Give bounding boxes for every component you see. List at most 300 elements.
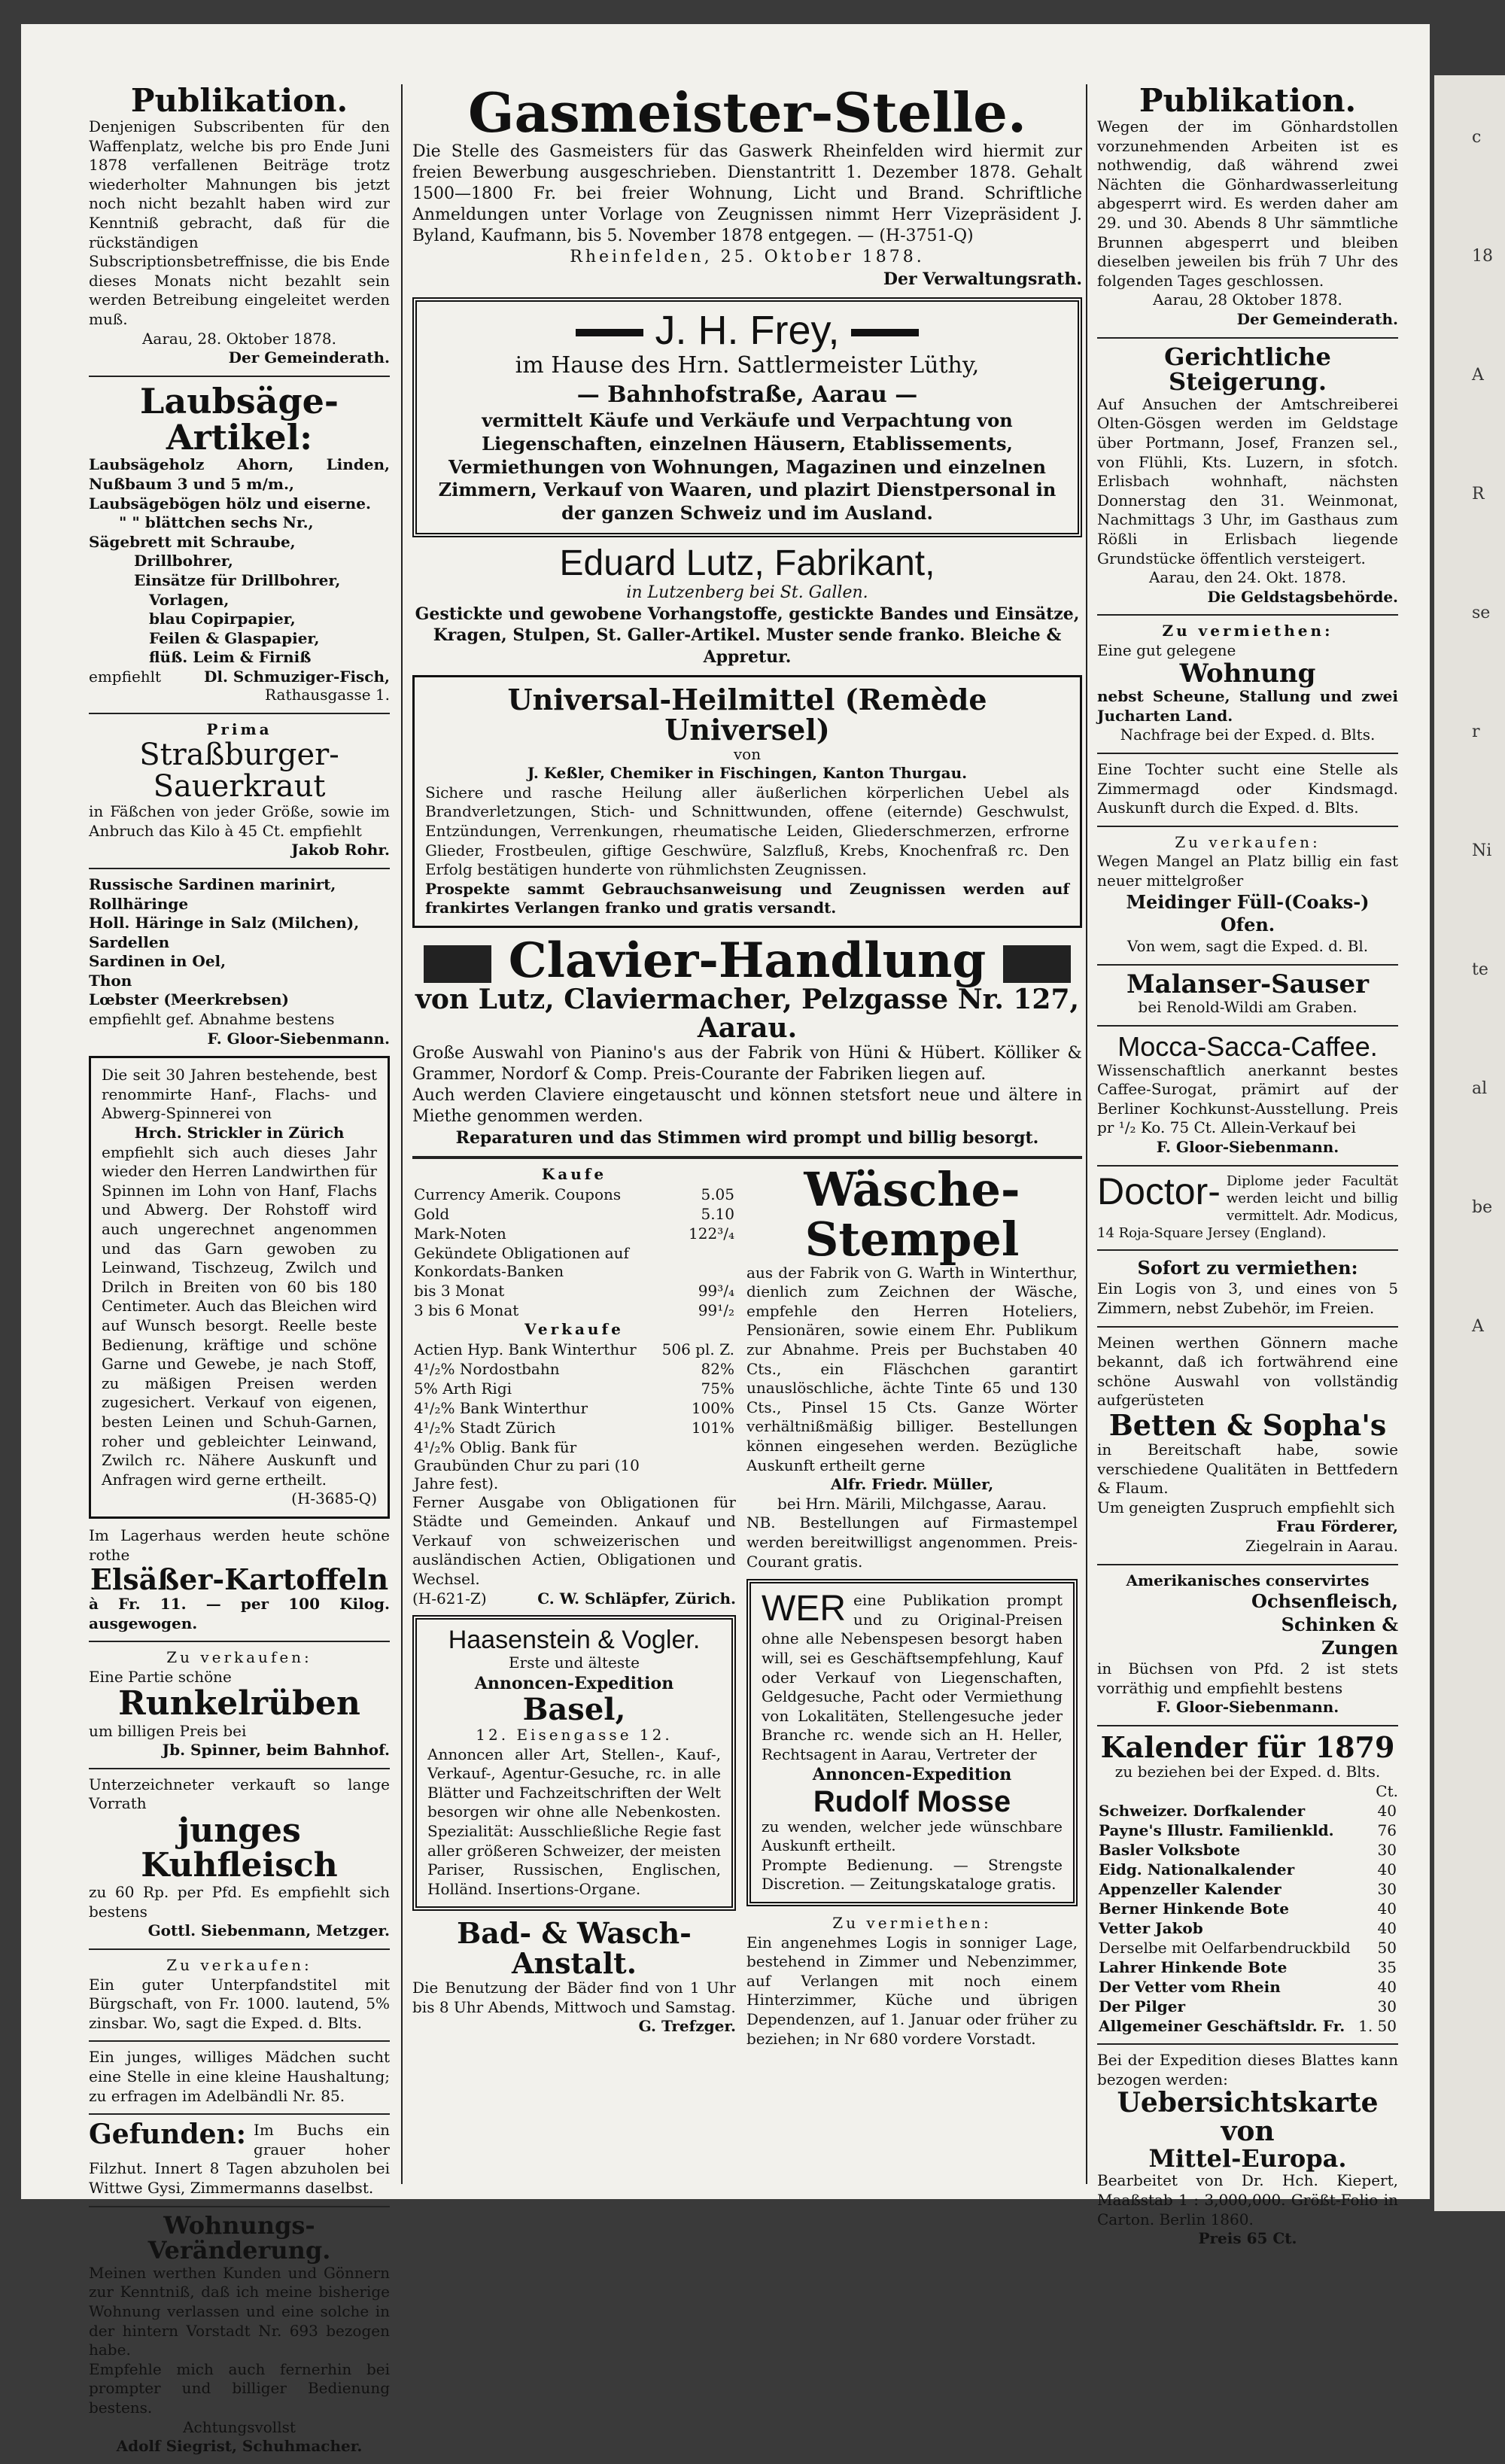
divider [1097,337,1398,339]
ad-text: Bearbeitet von Dr. Hch. Kiepert, Maaßstab 1 : 3,000,000. Größt-Folio in Carton. Berlin 1860. [1097,2171,1398,2228]
ad-text: Ein junges, williges Mädchen sucht eine Stelle in eine kleine Haushaltung; zu erfragen im Adelbändli Nr. 85. [89,2048,390,2105]
ad-note: Von wem, sagt die Exped. d. Bl. [1126,937,1369,955]
row-label: Mark-Noten [414,1224,506,1243]
ad-title: WER [762,1589,846,1629]
buy-table [412,1185,736,1320]
adjacent-page-strip [1434,75,1505,2211]
amerik-ad [1097,1571,1398,1718]
ad-text: Auf Ansuchen der Amtschreiberei Olten-Gösgen werden im Geldstage über Portmann, Josef, Franzen sel., von Flühli, Kts. Luzern, in sfotch. Erlisbach wohnhaft, nächsten Donnerstag den 31. Weinmonat, Nachmittags 3 Uhr, im Gasthaus zum Rößli in Erlisbach liegende Grundstücke öffentlich versteigert. [1097,394,1398,567]
table-row [1097,1899,1398,1918]
tochter-ad [1097,760,1398,818]
ad-text: Ferner Ausgabe von Obligationen für Städte und Gemeinden. Ankauf und Verkauf von schweizerischen und ausländischen Actien, Obligationen und Wechsel. [412,1492,736,1589]
divider [412,1156,1082,1159]
table-row [412,1398,736,1418]
ad-intro: Unterzeichneter verkauft so lange Vorrath [89,1775,390,1813]
row-value: 122³/₄ [689,1224,734,1243]
ad-signature: Die Geldstagsbehörde. [1207,587,1398,606]
ad-text: Die Stelle des Gasmeisters für das Gaswerk Rheinfelden wird hiermit zur freien Bewerbung ausgeschrieben. Dienstantritt 1. Dezember 1878. Gehalt 1500—1800 Fr. bei freier Wohnung, Licht und Brand. Schriftliche Anmeldungen unter Vorlage von Zeugnissen nimmt Herr Vizepräsident J. Byland, Kaufmann, bis 5. November 1878 entgegen. — (H-3751-Q) [412,141,1082,246]
ad-head: Zu verkaufen: [1175,832,1321,851]
ad-text: Sichere und rasche Heilung aller äußerlichen körperlichen Uebel als Brandverletzungen, Stich- und Schnittwunden, offene (eiternde) Geschwulst, Entzündungen, Verrenkungen, rheumatische Leiden, Gliederschmerzen, erfrorne Glieder, Frostbeulen, giftige Geschwüre, Salzfluß, Krebs, Knochenfraß rc. Den Erfolg bestätigen hunderte von rühmlichsten Zeugnissen. [425,783,1069,879]
divider [89,1948,390,1950]
ad-head: Zu verkaufen: [166,1956,312,1975]
ad-title: Wohnung [1179,658,1316,689]
ad-signature: F. Gloor-Siebenmann. [1156,1138,1339,1157]
ad-text: empfiehlt sich auch dieses Jahr wieder den Herren Landwirthen für Spinnen im Lohn von Hanf, Flachs und Abwerg. Der Rohstoff wird auch ungerechnet angenommen und das Garn gewoben zu Leinwand, Tischzeug, Zwilch und Drilch in Breiten von 60 bis 180 Centimeter. Auch das Bleichen wird auf Wunsch besorgt. Reelle beste Bedienung, kräftige und schöne Garne und Gewebe, je nach Stoff, zu mäßigen Preisen werden zugesichert. Verkauf von eigenen, besten Leinen und Schuh-Garnen, roher und gebleichter Leinwand, Zwilch rc. Nähere Auskunft und Anfragen wird gerne ertheilt. [102,1142,377,1489]
ad-signature: C. W. Schläpfer, Zürich. [537,1589,736,1608]
ad-title: Elsäßer-Kartoffeln [90,1562,389,1597]
ad-regards: Achtungsvollst [183,2417,296,2436]
divider [89,2113,390,2115]
ad-text: um billigen Preis bei [89,1721,247,1740]
row-value [687,1243,736,1281]
divider [1097,614,1398,616]
right-column [1097,84,1398,2256]
ad-title [427,309,1067,352]
divider [89,376,390,377]
ad-code: (H-621-Z) [412,1589,487,1608]
item-line: Russische Sardinen marinirt, [89,875,336,893]
left-column [89,84,390,2464]
row-label: Gold [414,1205,450,1224]
runkelrueben-ad [89,1648,390,1760]
row-value: 5.10 [701,1205,734,1224]
gasmeister-ad [412,81,1082,290]
ad-signature: Der Verwaltungsrath. [883,269,1082,289]
ad-title-text: Clavier-Handlung [508,932,987,989]
ad-title: Betten & Sopha's [1108,1408,1387,1443]
ad-signature: Gottl. Siebenmann, Metzger. [147,1921,390,1940]
unterpfand-ad [89,1956,390,2033]
divider [1097,1165,1398,1167]
row-value: 99³/₄ [698,1282,734,1300]
divider [1097,964,1398,966]
ad-text: Ein guter Unterpfandstitel mit Bürgschaft, von Fr. 1000. lautend, 5% zinsbar. Wo, sagt die Exped. d. Blts. [89,1975,390,2032]
row-value: 100% [691,1398,734,1417]
ad-title: Gerichtliche Steigerung. [1164,342,1331,397]
row-value [661,1437,736,1493]
divider [1097,1326,1398,1328]
ad-text: Prospekte sammt Gebrauchsanweisung und Zeugnissen werden auf frankirtes Verlangen franko und gratis versandt. [425,879,1069,917]
middle-lower-left [412,1165,736,2056]
ad-address: bei Hrn. Märili, Milchgasse, Aarau. [777,1494,1047,1513]
laubsaege-ad [89,380,390,705]
table-row [1097,1879,1398,1899]
table-row [1097,1801,1398,1821]
table-row [412,1204,736,1224]
wohnung-vermieth-ad [1097,622,1398,745]
ad-date: Aarau, 28 Oktober 1878. [1153,291,1342,309]
item-line: Sardinen in Oel, [89,952,227,971]
recommend-label: empfiehlt [89,667,162,686]
ad-signature: F. Gloor-Siebenmann. [1156,1698,1339,1717]
maedchen-ad [89,2048,390,2106]
table-row [1097,1958,1398,1977]
item-line: Schinken & [1281,1613,1398,1635]
waesche-stempel-ad [746,1162,1078,1571]
ad-price: à Fr. 11. — per 100 Kilog. ausgewogen. [89,1594,390,1632]
column-rule-right [1086,84,1087,2184]
ad-text: Gestickte und gewobene Vorhangstoffe, gestickte Bandes und Einsätze, Kragen, Stulpen, St. Galler-Artikel. Muster sende franko. Bleiche & Appretur. [415,604,1080,667]
row-label: Basler Volksbote [1099,1841,1240,1860]
ad-text: Die seit 30 Jahren bestehende, best renommirte Hanf-, Flachs- und Abwerg-Spinnerei von [102,1066,377,1123]
ad-text: Wegen der im Gönhardstollen vorzunehmenden Arbeiten ist es nothwendig, daß während zwei Nächten die Gönhardwasserleitung abgesperrt wird. Es werden daher am 29. und 30. Abends 8 Uhr sämmtliche Brunnen abgesperrt und bleiben dieselben jeweilen bis früh 7 Uhr des folgenden Tages geschlossen. [1097,117,1398,290]
ad-title-text: J. H. Frey, [655,307,840,353]
ad-text: zu wenden, welcher jede wünschbare Auskunft ertheilt. [762,1817,1063,1855]
ad-address: Rathausgasse 1. [265,685,390,704]
divider [1097,753,1398,754]
fish-ad [89,875,390,1048]
divider [89,1768,390,1769]
ad-name: Hrch. Strickler in Zürich [134,1124,345,1142]
ad-head: Zu vermiethen: [832,1914,992,1933]
ad-text: Wissenschaftlich anerkannt bestes Caffee-Surogat, prämirt auf der Berliner Kochkunst-Ausstellung. Preis pr ¹/₂ Ko. 75 Ct. Allein-Verkauf bei [1097,1060,1398,1137]
table-row [1097,1918,1398,1938]
row-label: Allgemeiner Geschäftsldr. Fr. [1099,2017,1345,2036]
ad-title: Straßburger-Sauerkraut [139,738,339,805]
ad-text: vermittelt Käufe und Verkäufe und Verpachtung von Liegenschaften, einzelnen Häusern, Etablissements, Vermiethungen von Wohnungen, Magazinen und einzelnen Zimmern, Verkauf von Waaren, und plazirt Dienstpersonal in der ganzen Schweiz und im Ausland. [438,409,1057,525]
edge-fragment: te [1472,960,1488,979]
row-label: Der Pilger [1099,1997,1186,2016]
item-line: blau Copirpapier, [149,610,296,628]
table-row [412,1185,736,1204]
row-label: Schweizer. Dorfkalender [1099,1802,1306,1821]
mocca-ad [1097,1030,1398,1157]
sell-table [412,1340,736,1493]
row-value: 40 [1377,1900,1397,1918]
ad-signature: Alfr. Friedr. Müller, [830,1475,994,1494]
kurs-ad [412,1165,736,1607]
item-line: Sägebrett mit Schraube, [89,532,296,551]
row-label: Actien Hyp. Bank Winterthur [414,1340,637,1358]
heilmittel-ad [412,675,1082,928]
ad-title: Doctor- [1097,1170,1221,1212]
ad-signature: G. Trefzger. [638,2017,736,2036]
bad-anstalt-ad [412,1918,736,2037]
ad-date: Rheinfelden, 25. Oktober 1878. [570,248,925,267]
ad-title: Laubsäge-Artikel: [140,380,339,458]
ad-title: Wäsche-Stempel [804,1162,1020,1267]
ad-intro: Bei der Expedition dieses Blattes kann bezogen werden: [1097,2051,1398,2088]
ad-address: Ziegelrain in Aarau. [1245,1536,1398,1555]
ad-text: in Fäßchen von jeder Größe, sowie im Anbruch das Kilo à 45 Ct. empfiehlt [89,802,390,840]
edge-fragment: c [1472,128,1482,147]
ad-text: Annoncen aller Art, Stellen-, Kauf-, Verkauf-, Agentur-Gesuche, rc. in alle Blätter und Fachzeitschriften der Welt besorgen wir ohne alle Nebenkosten. Spezialität: Ausschließliche Regie fast aller größeren Schweizer, der meisten Pariser, Russischen, Englischen, Holländ. Insertions-Organe. [427,1745,721,1898]
row-value: 82% [701,1359,734,1378]
row-label: Vetter Jakob [1099,1919,1203,1938]
spinnerei-ad [89,1056,390,1519]
divider [89,2040,390,2042]
row-value: 5.05 [701,1185,734,1204]
ad-title: junges Kuhfleisch [141,1811,338,1885]
ad-text: Meinen werthen Gönnern mache bekannt, daß ich fortwährend eine schöne Auswahl von vollständig aufgerüsteten [1097,1333,1398,1410]
item-line: Holl. Häringe in Salz (Milchen), [89,914,360,932]
ad-title: Wohnungs-Veränderung. [147,2210,331,2265]
table-row [412,1437,736,1493]
ad-title: Gasmeister-Stelle. [467,81,1027,144]
row-value: 40 [1377,1919,1397,1938]
ad-title: Universal-Heilmittel (Remède Universel) [507,682,987,747]
row-value: 75% [701,1379,734,1398]
table-row [1097,2016,1398,2036]
divider [89,713,390,714]
ad-text: Im Buchs ein grauer hoher Filzhut. Innert 8 Tagen abzuholen bei Wittwe Gysi, Zimmermanns daselbst. [89,2121,390,2198]
row-label: Lahrer Hinkende Bote [1099,1958,1288,1977]
ad-text: Die Benutzung der Bäder find von 1 Uhr bis 8 Uhr Abends, Mittwoch und Samstag. [412,1979,736,2016]
divider [89,868,390,869]
rule-mark [576,329,643,336]
item-line: Einsätze für Drillbohrer, [134,570,341,589]
ad-name: J. Keßler, Chemiker in Fischingen, Kanton Thurgau. [527,764,968,783]
kartoffeln-ad [89,1526,390,1633]
row-label: 4¹/₂% Nordostbahn [414,1359,560,1378]
divider [1097,1725,1398,1726]
ad-city: Basel, [522,1692,626,1728]
calendar-table [1097,1801,1398,2036]
ad-expedition: Annoncen-Expedition [812,1765,1012,1785]
ad-line: — Bahnhofstraße, Aarau — [576,381,918,408]
ad-intro: Eine Partie schöne [89,1667,232,1686]
ad-text: Denjenigen Subscribenten für den Waffenplatz, welche bis pro Ende Juni 1878 verfallenen Beiträge trotz wiederholter Mahnungen bis jetzt noch nicht bezahlt haben wird zur Kenntniß gebracht, daß für die rückständigen Subscriptionsbetreffnisse, die bis Ende dieses Monats nicht bezahlt sein werden Betreibung eingeleitet werden muß. [89,117,390,329]
lutz-fabrikant-ad [412,545,1082,668]
divider [1097,826,1398,827]
ad-text: empfiehlt gef. Abnahme bestens [89,1010,335,1029]
table-row [412,1418,736,1437]
divider [1097,1249,1398,1251]
mosse-ad [746,1579,1078,1906]
ad-place: in Lutzenberg bei St. Gallen. [626,583,868,603]
row-value: 101% [691,1418,734,1437]
ad-signature: Frau Förderer, [1276,1517,1398,1536]
ad-head: Verkaufe [524,1320,624,1339]
haasenstein-vogler-ad [412,1615,736,1912]
divider [1097,1564,1398,1565]
row-label: Gekündete Obligationen auf Konkordats-Banken [414,1244,629,1281]
ad-title-2: Mittel-Europa. [1148,2143,1347,2173]
ad-head: Zu verkaufen: [166,1648,312,1667]
ad-title: Meidinger Füll-(Coaks-) Ofen. [1126,890,1370,936]
row-label: 5% Arth Rigi [414,1379,512,1398]
ad-text: nebst Scheune, Stallung und zwei Jucharten Land. [1097,687,1398,725]
row-value: 30 [1377,1997,1397,2016]
ad-title: Bad- & Wasch-Anstalt. [457,1916,692,1981]
ad-name: Rudolf Mosse [813,1784,1011,1818]
ad-title: Kalender für 1879 [1100,1730,1395,1765]
wohnungsveraenderung-ad [89,2210,390,2456]
ad-text: Meinen werthen Kunden und Gönnern zur Kenntniß, daß ich meine bisherige Wohnung verlassen und eine solche in der hintern Vorstadt Nr. 693 bezogen habe. [89,2263,390,2359]
row-label: Derselbe mit Oelfarbendruckbild [1099,1939,1351,1958]
table-row [1097,1938,1398,1958]
doctor-ad [1097,1170,1398,1242]
ad-head: Zu vermiethen: [1162,622,1333,640]
ad-title: Mocca-Sacca-Caffee. [1117,1030,1378,1062]
ad-title: Malanser-Sauser [1126,969,1370,999]
row-value: 40 [1377,1978,1397,1997]
ad-note: Nachfrage bei der Exped. d. Blts. [1120,726,1376,744]
item-line: Feilen & Glaspapier, [149,628,320,647]
ad-subtitle: von Lutz, Claviermacher, Pelzgasse Nr. 127, Aarau. [415,984,1080,1044]
logis-vermieth-ad [1097,1257,1398,1319]
table-row [412,1300,736,1320]
sauerkraut-ad [89,720,390,860]
ad-date: Aarau, 28. Oktober 1878. [141,329,337,348]
row-label: Berner Hinkende Bote [1099,1900,1289,1918]
ad-intro: Im Lagerhaus werden heute schöne rothe [89,1526,390,1564]
table-row [412,1379,736,1398]
logis-ad [746,1914,1078,2049]
piano-icon [1003,945,1071,983]
table-row [412,1281,736,1300]
ad-signature: F. Gloor-Siebenmann. [207,1029,390,1048]
item-line: Ochsenfleisch, [1251,1590,1398,1613]
ad-text: Eine Tochter sucht eine Stelle als Zimmermagd oder Kindsmagd. Auskunft durch die Exped. d. Blts. [1097,760,1398,817]
kalender-ad [1097,1732,1398,2036]
table-row [412,1340,736,1359]
ad-signature: Jakob Rohr. [291,841,390,859]
frey-ad [412,297,1082,537]
table-row [1097,1997,1398,2016]
row-value: 50 [1377,1939,1397,1958]
ad-expedition: Annoncen-Expedition [474,1673,674,1693]
row-label: 3 bis 6 Monat [414,1301,519,1320]
row-value: 1. 50 [1358,2017,1397,2036]
row-value: 35 [1377,1958,1397,1977]
karte-ad [1097,2051,1398,2249]
ad-price: Preis 65 Ct. [1198,2229,1297,2248]
ad-text: eine Publikation prompt und zu Original-Preisen ohne alle Nebenspesen besorgt haben will, sei es Geschäftsempfehlung, Kauf oder Verkauf von Liegenschaften, Geldgesuche, Pacht oder Vermiethung von Lokalitäten, Stellengesuche jeder Branche rc. wende sich an H. Heller, Rechtsagent in Aarau, Vertreter der [762,1591,1063,1763]
edge-fragment: r [1472,722,1480,741]
divider [1097,1025,1398,1027]
clavier-ad [412,932,1082,1149]
edge-fragment: Ni [1472,841,1492,860]
middle-lower-right [746,1162,1078,2056]
row-value: 506 pl. Z. [661,1340,734,1358]
row-label: bis 3 Monat [414,1282,505,1300]
rule-mark [851,329,919,336]
divider [89,2206,390,2207]
row-label: Eidg. Nationalkalender [1099,1860,1295,1879]
ad-text: Auch werden Claviere eingetauscht und können stetsfort neue und ältere in Miethe genommen werden. [412,1085,1082,1127]
ad-title: Eduard Lutz, Fabrikant, [559,543,935,583]
item-line: Sardellen [89,932,170,951]
row-value: 76 [1377,1821,1397,1840]
ad-title: Gefunden: [89,2119,247,2151]
row-label: Payne's Illustr. Familienkld. [1099,1821,1334,1840]
ad-signature: Jb. Spinner, beim Bahnhof. [162,1741,390,1760]
ad-by: von [733,744,762,763]
publication-ad-right [1097,84,1398,330]
ad-code: (H-3685-Q) [291,1489,377,1508]
row-label: Appenzeller Kalender [1099,1880,1282,1899]
item-line: Lœbster (Meerkrebsen) [89,990,290,1009]
ad-text: zu 60 Rp. per Pfd. Es empfiehlt sich bestens [89,1883,390,1921]
publication-ad-left [89,84,390,368]
table-row [412,1224,736,1243]
item-line: Zungen [1321,1636,1398,1659]
row-value: 99¹/₂ [698,1301,734,1320]
table-row [412,1359,736,1379]
gefunden-ad [89,2121,390,2198]
edge-fragment: 18 [1472,247,1493,266]
item-line: Drillbohrer, [134,552,233,570]
divider [1097,2043,1398,2045]
ad-text: Um geneigten Zuspruch empfiehlt sich [1097,1498,1395,1516]
ad-date: Aarau, den 24. Okt. 1878. [1148,568,1346,587]
item-line: Thon [89,971,132,990]
ad-signature: Adolf Siegrist, Schuhmacher. [116,2437,363,2456]
price-unit: Ct. [1376,1781,1398,1800]
ad-street: 12. Eisengasse 12. [476,1726,673,1745]
ad-title: Runkelrüben [118,1684,360,1723]
ad-text: in Büchsen von Pfd. 2 ist stets vorräthig und empfiehlt bestens [1097,1659,1398,1697]
ofen-ad [1097,833,1398,957]
ad-title: Sofort zu vermiethen: [1137,1256,1358,1279]
item-line: Laubsägebögen hölz und eiserne. [89,494,371,513]
ad-note: NB. Bestellungen auf Firmastempel werden bereitwilligst angenommen. Preis-Courant gratis. [746,1513,1078,1571]
ad-text: Empfehle mich auch fernerhin bei prompter und billiger Bedienung bestens. [89,2359,390,2417]
item-line: " " blättchen sechs Nr., [119,513,314,532]
ad-title: Publikation. [1139,82,1357,119]
ad-subtitle: zu beziehen bei der Exped. d. Blts. [1114,1762,1381,1781]
ad-subtitle: Erste und älteste [509,1653,640,1672]
betten-ad [1097,1334,1398,1556]
row-label: Currency Amerik. Coupons [414,1185,622,1204]
table-row [1097,1977,1398,1997]
column-rule-left [401,84,403,2184]
row-value: 40 [1377,1860,1397,1879]
ad-line: im Hause des Hrn. Sattlermeister Lüthy, [515,352,980,379]
table-row [1097,1860,1398,1879]
row-value: 30 [1377,1841,1397,1860]
edge-fragment: al [1472,1079,1488,1098]
row-label: 4¹/₂% Oblig. Bank für Graubünden Chur zu pari (10 Jahre fest). [414,1437,640,1492]
ad-text: Große Auswahl von Pianino's aus der Fabrik von Hüni & Hübert. Kölliker & Grammer, Nordorf & Comp. Preis-Courante der Fabriken liegen auf. [412,1043,1082,1084]
row-value: 30 [1377,1880,1397,1899]
row-label: Der Vetter vom Rhein [1099,1978,1281,1997]
ad-intro: Eine gut gelegene [1097,640,1236,659]
item-line: flüß. Leim & Firniß [149,648,312,667]
item-line: Rollhäringe [89,894,189,913]
ad-signature: Der Gemeinderath. [1236,310,1398,329]
item-line: Vorlagen, [149,590,230,609]
divider [89,1641,390,1642]
ad-signature: Dl. Schmuziger-Fisch, [204,667,390,686]
ad-title: Amerikanisches conservirtes [1126,1571,1370,1589]
row-label: 4¹/₂% Bank Winterthur [414,1398,588,1417]
ad-text: Reparaturen und das Stimmen wird prompt und billig besorgt. [455,1128,1039,1148]
table-row [1097,1840,1398,1860]
ad-text: bei Renold-Wildi am Graben. [1138,998,1358,1017]
ad-text: Wegen Mangel an Platz billig ein fast neuer mittelgroßer [1097,852,1398,890]
newspaper-page [21,24,1430,2456]
ad-title: Publikation. [130,82,348,119]
ad-text: aus der Fabrik von G. Warth in Winterthur, dienlich zum Zeichnen der Wäsche, empfehle den Herren Hoteliers, Pensionären, sowie einem Ehr. Publikum zur Abnahme. Preis per Buchstaben 40 Cts., ein Fläschchen garantirt unauslöschliche, ächte Tinte 65 und 130 Cts., Pinsel 15 Cts. Ganze Wörter verhältnißmäßig billiger. Bestellungen können eingesehen werden. Bezügliche Auskunft ertheilt gerne [746,1263,1078,1474]
ad-signature: Der Gemeinderath. [228,348,390,367]
edge-fragment: A [1472,366,1484,385]
ad-text: in Bereitschaft habe, sowie verschiedene Qualitäten in Bettfedern & Flaum. [1097,1440,1398,1498]
ad-title: Haasenstein & Vogler. [448,1625,701,1654]
edge-fragment: be [1472,1198,1493,1217]
middle-column [412,81,1082,2056]
ad-kicker: Prima [206,719,272,738]
ad-text: Diplome jeder Facultät werden leicht und billig vermittelt. Adr. Modicus, 14 Roja-Square Jersey (England). [1097,1173,1398,1241]
table-row [1097,1821,1398,1840]
row-value: 40 [1377,1802,1397,1821]
ad-title [412,932,1082,989]
item-line: Laubsägeholz Ahorn, Linden, Nußbaum 3 und 5 m/m., [89,455,390,493]
ad-text: Ein Logis von 3, und eines von 5 Zimmern, nebst Zubehör, im Freien. [1097,1279,1398,1318]
middle-lower-split [412,1162,1082,2056]
edge-fragment: A [1472,1317,1484,1336]
